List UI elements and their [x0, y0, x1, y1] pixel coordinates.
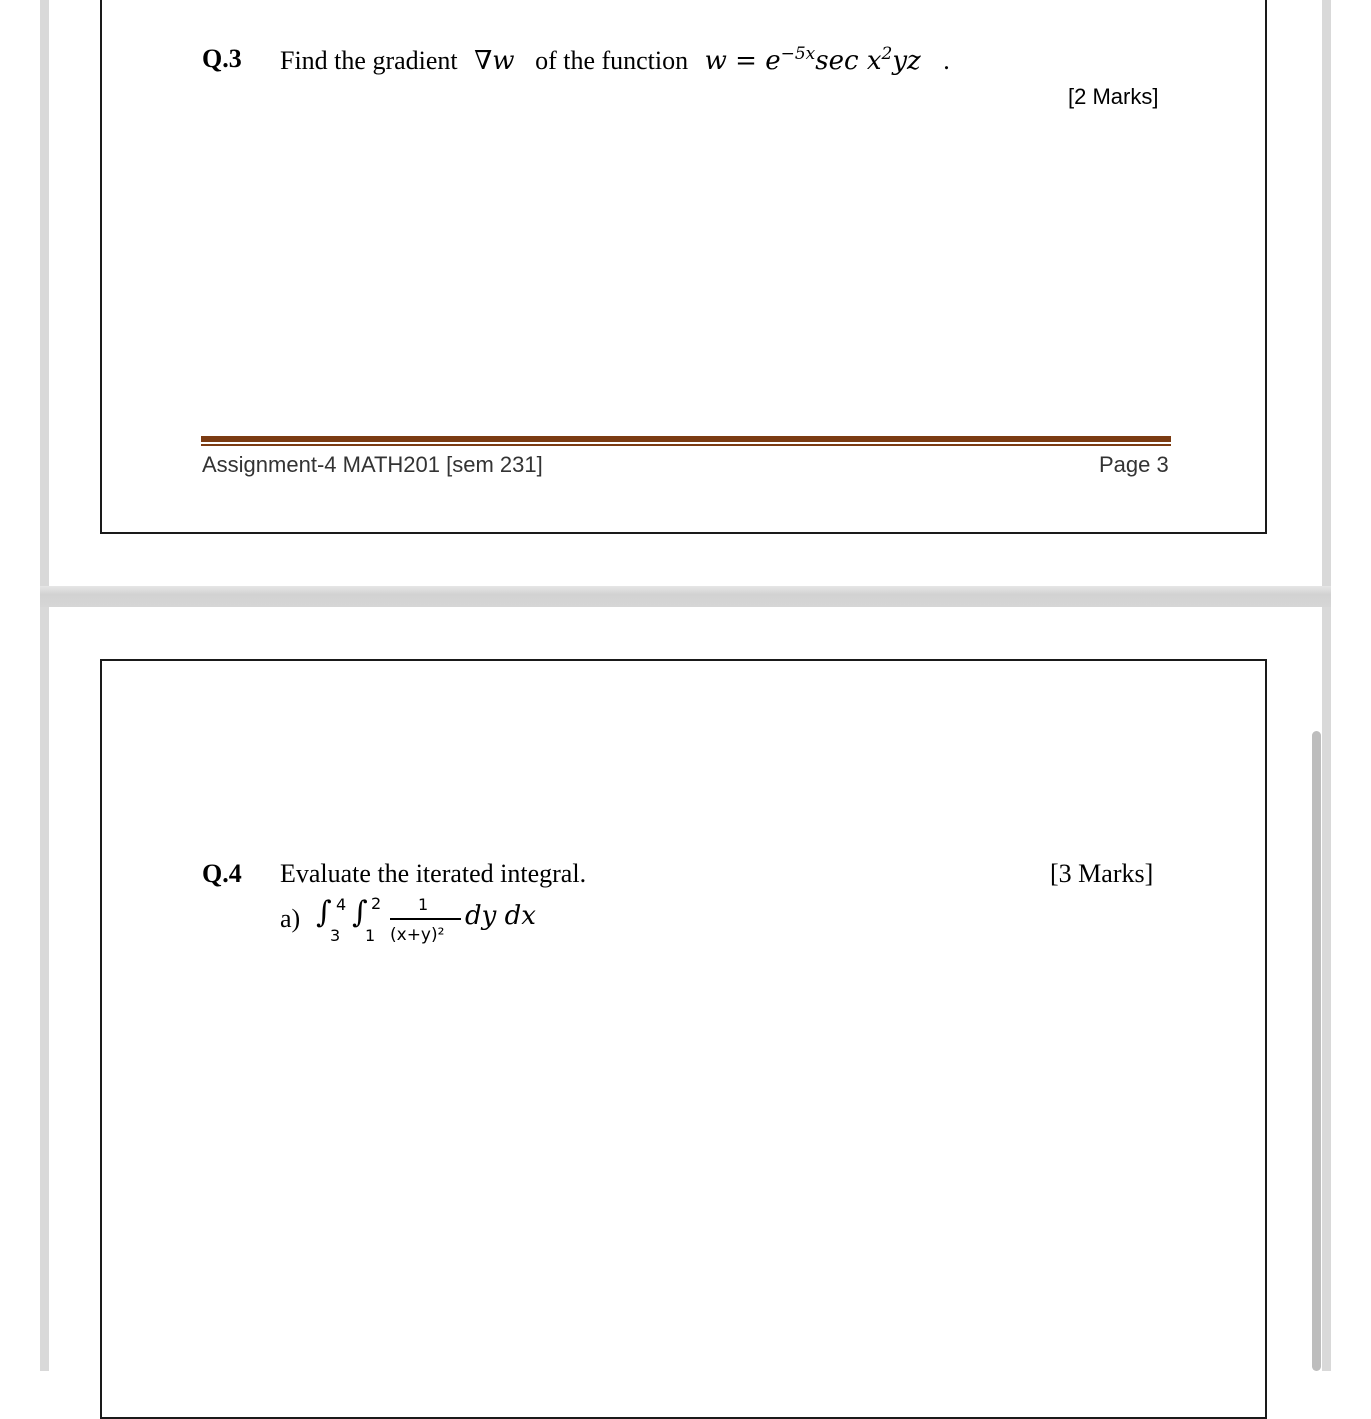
outer-integral-sign: ∫ [316, 895, 332, 930]
question-number: Q.3 [202, 44, 242, 73]
page-number: Page 3 [1099, 452, 1169, 477]
part-label: a) [280, 904, 301, 933]
fraction-bar [390, 918, 461, 920]
page-border [100, 659, 1267, 1419]
viewer-gutter-left [40, 0, 49, 1371]
fraction-denominator: (x+y)² [390, 925, 445, 945]
outer-lower-limit: 3 [330, 926, 341, 945]
inner-integral-sign: ∫ [352, 895, 368, 930]
question-prompt-continued: of the function [535, 46, 689, 75]
question-number: Q.4 [202, 859, 242, 888]
viewer-gutter-right [1322, 0, 1331, 1371]
nabla-symbol: ∇w [474, 46, 515, 76]
function-formula: $w = e^{-5x}\sec$ $x^2yz$ [704, 44, 921, 76]
marks-label: [3 Marks] [1050, 859, 1154, 888]
document-page-3 [49, 0, 1322, 586]
question-prompt: Find the gradient [280, 46, 458, 75]
question-text: Evaluate the iterated integral. [280, 859, 587, 888]
footer-divider [201, 436, 1171, 442]
document-page-4 [49, 607, 1322, 1371]
differentials: dy dx [465, 901, 536, 931]
question-text [280, 44, 950, 76]
trailing-period: . [943, 46, 950, 75]
footer-divider-thin [201, 444, 1171, 446]
outer-upper-limit: 4 [336, 895, 347, 914]
inner-upper-limit: 2 [371, 894, 382, 913]
vertical-scrollbar[interactable] [1312, 731, 1321, 1371]
marks-label: [2 Marks] [1068, 84, 1159, 109]
fraction-numerator: 1 [418, 895, 429, 914]
page-separator [40, 586, 1331, 607]
inner-lower-limit: 1 [365, 926, 376, 945]
footer-title: Assignment-4 MATH201 [sem 231] [202, 452, 543, 477]
